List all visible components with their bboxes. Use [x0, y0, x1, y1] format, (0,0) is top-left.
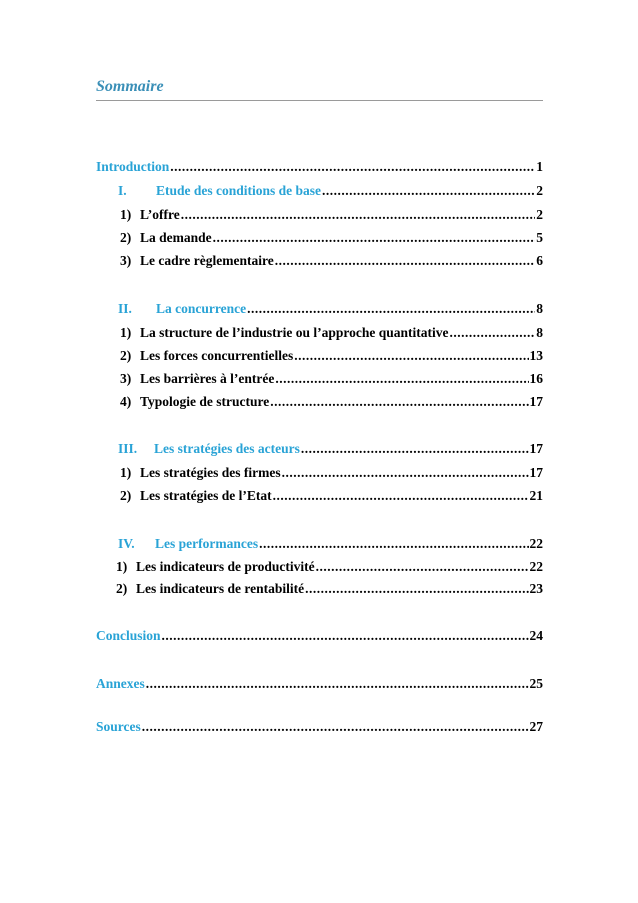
dot-leader — [170, 159, 535, 175]
toc-page-number: 5 — [536, 230, 543, 245]
subsection-number: 1) — [120, 465, 132, 480]
toc-label: Annexes — [96, 676, 145, 691]
toc-label: Les forces concurrentielles — [140, 348, 294, 363]
toc-entry-subsection[interactable] — [120, 230, 543, 246]
toc-page-number: 23 — [529, 581, 543, 596]
toc-label: La concurrence — [156, 301, 247, 316]
section-number: I. — [118, 183, 127, 198]
toc-entry-subsection[interactable] — [120, 488, 543, 504]
toc-page-number: 25 — [529, 676, 543, 691]
toc-page-number: 1 — [536, 159, 543, 174]
dot-leader — [294, 348, 528, 364]
toc-label: Introduction — [96, 159, 170, 174]
toc-entry-subsection[interactable] — [120, 371, 543, 387]
toc-page-number: 21 — [529, 488, 543, 503]
dot-leader — [305, 581, 528, 597]
dot-leader — [247, 301, 535, 317]
dot-leader — [316, 559, 529, 575]
subsection-number: 1) — [120, 325, 132, 340]
toc-label: Les stratégies des acteurs — [154, 441, 300, 456]
toc-entry-conclusion[interactable] — [96, 628, 543, 644]
toc-label: Les indicateurs de rentabilité — [136, 581, 305, 596]
toc-page-number: 24 — [529, 628, 543, 643]
subsection-number: 2) — [120, 348, 132, 363]
toc-page-number: 17 — [529, 441, 543, 456]
dot-leader — [322, 183, 535, 199]
toc-entry-subsection[interactable] — [116, 559, 543, 575]
dot-leader — [142, 719, 529, 735]
dot-leader — [259, 536, 528, 552]
toc-label: Les barrières à l’entrée — [140, 371, 275, 386]
toc-label: L’offre — [140, 207, 180, 222]
toc-page-number: 27 — [529, 719, 543, 734]
dot-leader — [273, 488, 529, 504]
dot-leader — [270, 394, 528, 410]
toc-page-number: 2 — [536, 183, 543, 198]
toc-page-number: 22 — [529, 559, 543, 574]
toc-entry-annexes[interactable] — [96, 676, 543, 692]
toc-label: Les stratégies des firmes — [140, 465, 281, 480]
toc-label: Etude des conditions de base — [156, 183, 322, 198]
toc-page-number: 13 — [529, 348, 543, 363]
toc-page-number: 16 — [529, 371, 543, 386]
toc-label: Les indicateurs de productivité — [136, 559, 315, 574]
toc-entry-section-1[interactable] — [118, 183, 543, 199]
toc-label: La structure de l’industrie ou l’approche quantitative — [140, 325, 449, 340]
dot-leader — [181, 207, 536, 223]
dot-leader — [450, 325, 536, 341]
toc-entry-subsection[interactable] — [120, 253, 543, 269]
toc-entry-introduction[interactable] — [96, 159, 543, 175]
toc-entry-subsection[interactable] — [116, 581, 543, 597]
section-number: IV. — [118, 536, 135, 551]
toc-page-number: 17 — [529, 465, 543, 480]
section-number: II. — [118, 301, 132, 316]
toc-page-number: 17 — [529, 394, 543, 409]
dot-leader — [213, 230, 536, 246]
dot-leader — [162, 628, 529, 644]
subsection-number: 4) — [120, 394, 132, 409]
toc-label: Conclusion — [96, 628, 161, 643]
subsection-number: 2) — [120, 230, 132, 245]
subsection-number: 2) — [116, 581, 128, 596]
page-title: Sommaire — [96, 78, 543, 101]
toc-page-number: 22 — [529, 536, 543, 551]
toc-entry-section-3[interactable] — [118, 441, 543, 457]
toc-entry-section-2[interactable] — [118, 301, 543, 317]
toc-label: Les stratégies de l’Etat — [140, 488, 272, 503]
toc-label: La demande — [140, 230, 212, 245]
toc-entry-sources[interactable] — [96, 719, 543, 735]
subsection-number: 1) — [116, 559, 128, 574]
subsection-number: 3) — [120, 371, 132, 386]
dot-leader — [282, 465, 529, 481]
subsection-number: 2) — [120, 488, 132, 503]
toc-entry-subsection[interactable] — [120, 325, 543, 341]
toc-label: Les performances — [155, 536, 259, 551]
toc-entry-subsection[interactable] — [120, 394, 543, 410]
dot-leader — [275, 253, 536, 269]
toc-page-number: 8 — [536, 325, 543, 340]
subsection-number: 1) — [120, 207, 132, 222]
toc-label: Typologie de structure — [140, 394, 270, 409]
dot-leader — [146, 676, 529, 692]
toc-label: Sources — [96, 719, 141, 734]
dot-leader — [275, 371, 528, 387]
section-number: III. — [118, 441, 138, 456]
dot-leader — [301, 441, 529, 457]
toc-entry-section-4[interactable] — [118, 536, 543, 552]
toc-page-number: 6 — [536, 253, 543, 268]
toc-label: Le cadre règlementaire — [140, 253, 274, 268]
toc-entry-subsection[interactable] — [120, 207, 543, 223]
toc-entry-subsection[interactable] — [120, 348, 543, 364]
toc-page-number: 8 — [536, 301, 543, 316]
subsection-number: 3) — [120, 253, 132, 268]
toc-entry-subsection[interactable] — [120, 465, 543, 481]
toc-page-number: 2 — [536, 207, 543, 222]
